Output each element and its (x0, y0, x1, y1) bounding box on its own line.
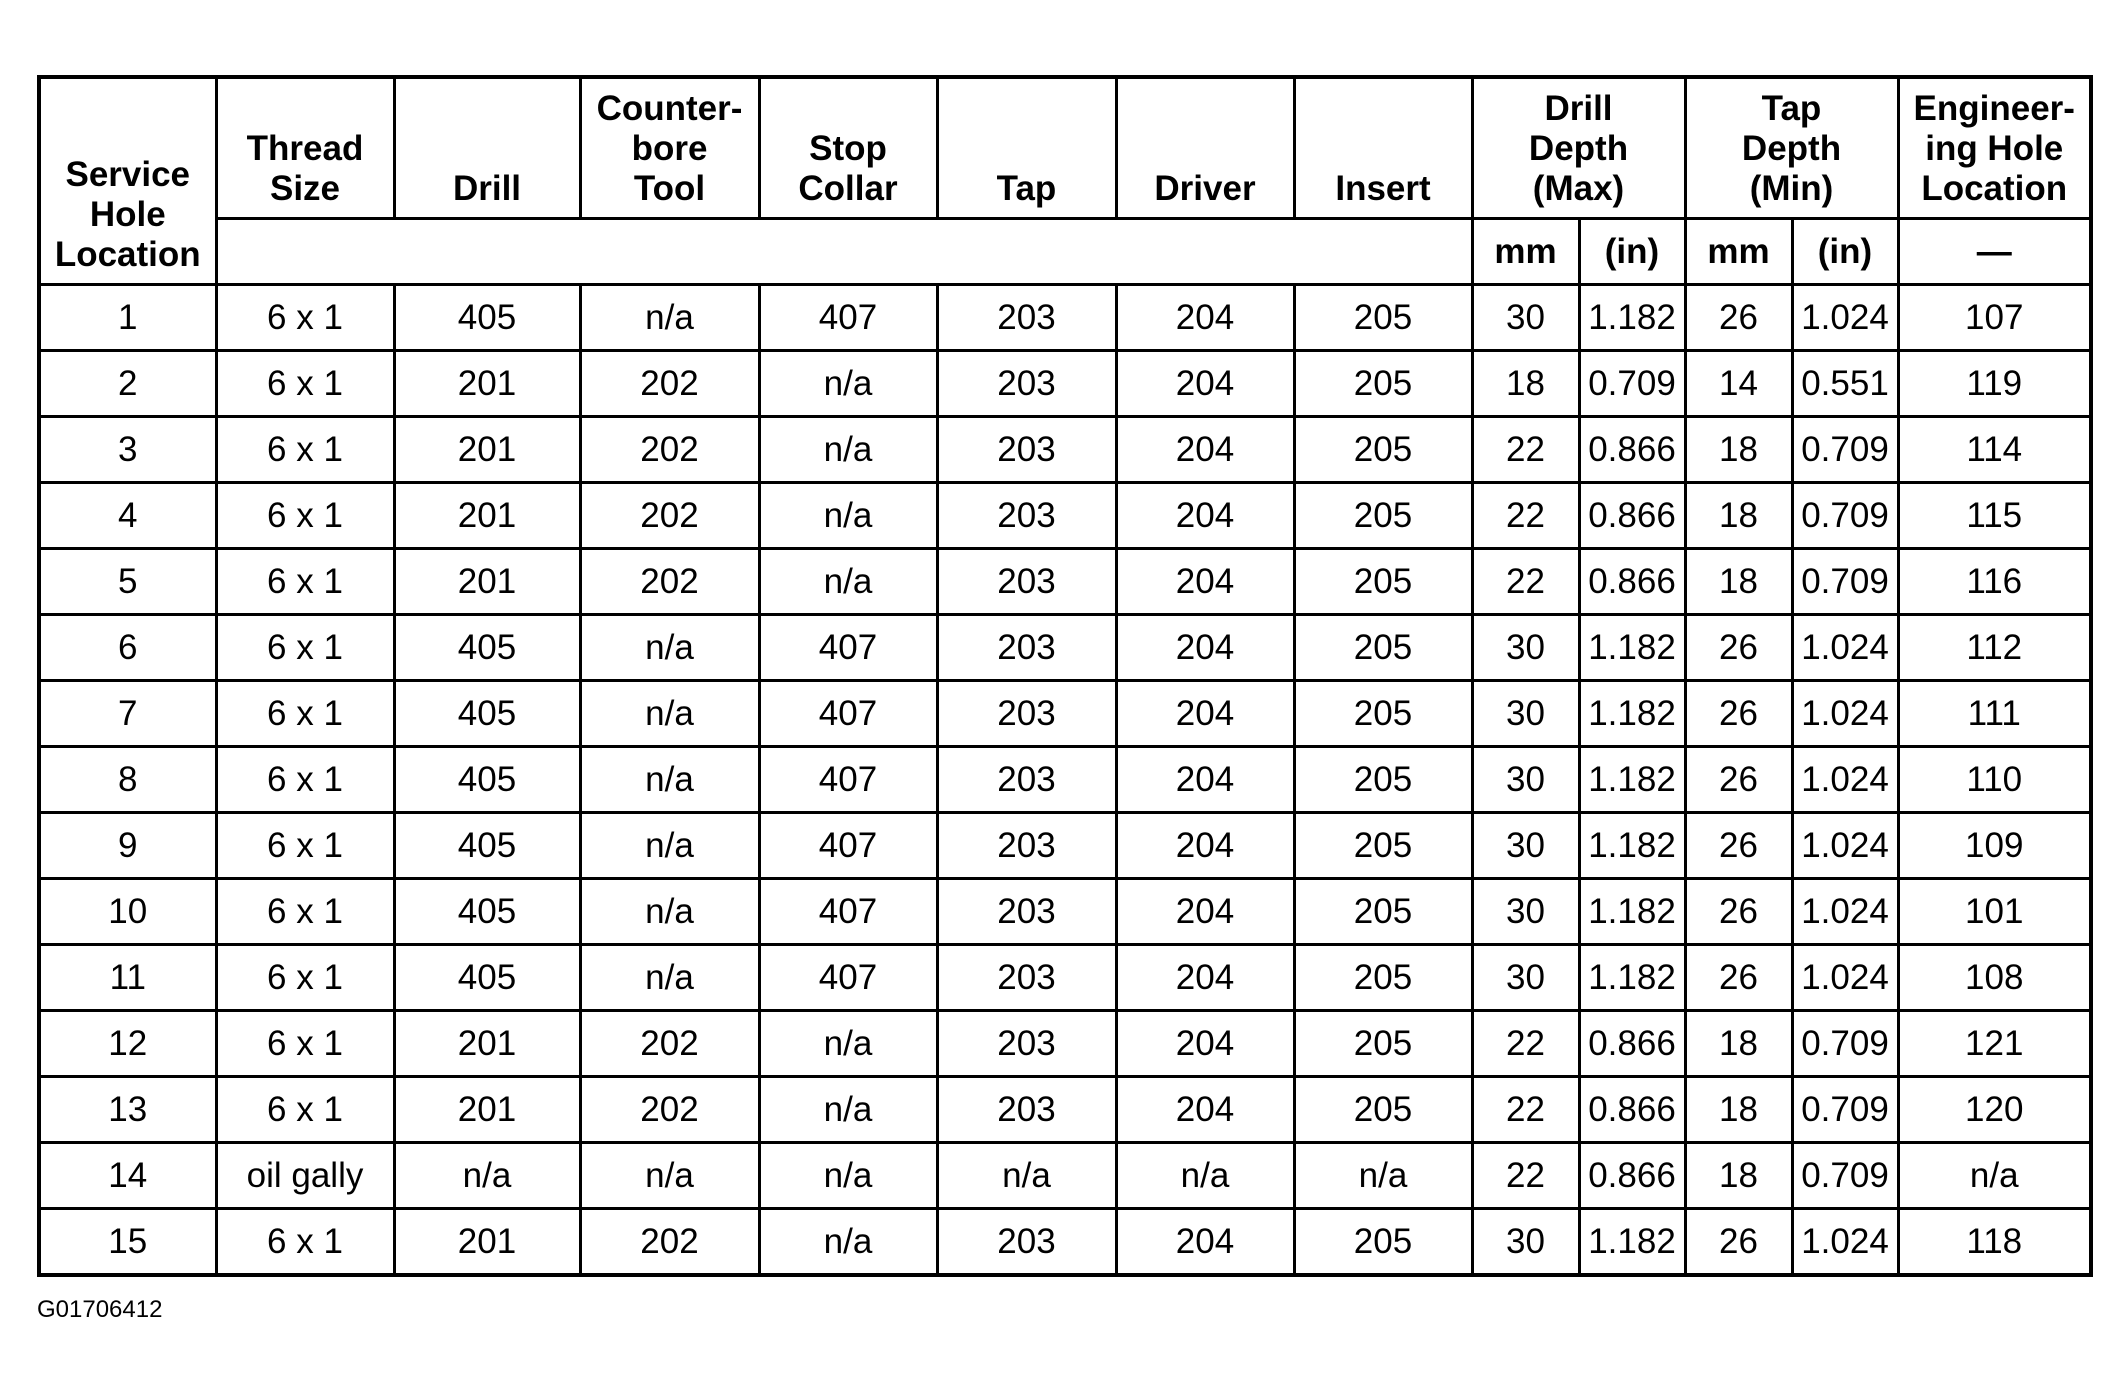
cell-drill-depth-in: 1.182 (1579, 813, 1685, 879)
cell-tap: 203 (937, 681, 1116, 747)
cell-tap-depth-mm: 26 (1685, 879, 1792, 945)
cell-engineering-hole-location: 121 (1898, 1011, 2091, 1077)
cell-insert: 205 (1294, 747, 1472, 813)
cell-tap-depth-in: 0.709 (1792, 1143, 1898, 1209)
cell-stop-collar: n/a (759, 1143, 937, 1209)
cell-counterbore-tool: n/a (580, 1143, 759, 1209)
cell-tap: 203 (937, 945, 1116, 1011)
cell-driver: 204 (1116, 747, 1294, 813)
cell-stop-collar: 407 (759, 681, 937, 747)
cell-service-hole-location: 3 (39, 417, 216, 483)
cell-tap: 203 (937, 615, 1116, 681)
cell-drill-depth-in: 1.182 (1579, 681, 1685, 747)
cell-drill-depth-in: 1.182 (1579, 747, 1685, 813)
cell-insert: 205 (1294, 681, 1472, 747)
cell-thread-size: oil gally (216, 1143, 394, 1209)
cell-tap: 203 (937, 549, 1116, 615)
cell-driver: 204 (1116, 813, 1294, 879)
table-row (39, 681, 2091, 747)
header-line: Tap (1761, 89, 1822, 128)
cell-drill: 201 (394, 549, 580, 615)
cell-drill: 405 (394, 285, 580, 351)
service-hole-table (37, 75, 2093, 1277)
cell-counterbore-tool: 202 (580, 549, 759, 615)
cell-counterbore-tool: 202 (580, 417, 759, 483)
table-row (39, 483, 2091, 549)
cell-tap-depth-mm: 18 (1685, 1143, 1792, 1209)
cell-service-hole-location: 11 (39, 945, 216, 1011)
cell-service-hole-location: 15 (39, 1209, 216, 1276)
cell-thread-size: 6 x 1 (216, 549, 394, 615)
cell-driver: 204 (1116, 1077, 1294, 1143)
cell-tap: 203 (937, 417, 1116, 483)
cell-tap: 203 (937, 879, 1116, 945)
header-thread-size (216, 77, 394, 219)
cell-insert: 205 (1294, 879, 1472, 945)
cell-driver: 204 (1116, 879, 1294, 945)
cell-driver: 204 (1116, 285, 1294, 351)
cell-insert: 205 (1294, 285, 1472, 351)
cell-drill-depth-in: 0.866 (1579, 549, 1685, 615)
header-line: Location (1921, 169, 2068, 208)
cell-tap-depth-mm: 26 (1685, 285, 1792, 351)
header-line: (Max) (1532, 169, 1625, 208)
cell-insert: 205 (1294, 417, 1472, 483)
cell-tap-depth-mm: 14 (1685, 351, 1792, 417)
cell-engineering-hole-location: 111 (1898, 681, 2091, 747)
cell-thread-size: 6 x 1 (216, 747, 394, 813)
cell-engineering-hole-location: 109 (1898, 813, 2091, 879)
cell-thread-size: 6 x 1 (216, 351, 394, 417)
table-row (39, 351, 2091, 417)
table-row (39, 747, 2091, 813)
cell-engineering-hole-location: 114 (1898, 417, 2091, 483)
header-line: Service (65, 155, 191, 194)
cell-counterbore-tool: n/a (580, 615, 759, 681)
cell-driver: 204 (1116, 417, 1294, 483)
cell-insert: 205 (1294, 1011, 1472, 1077)
header-row (39, 77, 2091, 219)
cell-driver: 204 (1116, 351, 1294, 417)
cell-counterbore-tool: 202 (580, 483, 759, 549)
cell-driver: 204 (1116, 483, 1294, 549)
cell-service-hole-location: 12 (39, 1011, 216, 1077)
cell-service-hole-location: 13 (39, 1077, 216, 1143)
header-line: Driver (1154, 169, 1256, 208)
table-row (39, 285, 2091, 351)
cell-service-hole-location: 6 (39, 615, 216, 681)
cell-thread-size: 6 x 1 (216, 615, 394, 681)
cell-drill: 201 (394, 483, 580, 549)
cell-thread-size: 6 x 1 (216, 945, 394, 1011)
cell-thread-size: 6 x 1 (216, 813, 394, 879)
cell-drill-depth-mm: 18 (1472, 351, 1579, 417)
table-row (39, 615, 2091, 681)
cell-drill-depth-in: 0.866 (1579, 483, 1685, 549)
table-row (39, 549, 2091, 615)
table-row (39, 1143, 2091, 1209)
cell-service-hole-location: 4 (39, 483, 216, 549)
cell-counterbore-tool: 202 (580, 1077, 759, 1143)
cell-counterbore-tool: n/a (580, 879, 759, 945)
cell-engineering-hole-location: 120 (1898, 1077, 2091, 1143)
cell-tap-depth-mm: 18 (1685, 1077, 1792, 1143)
unit-drill-mm: mm (1472, 219, 1579, 285)
unit-engineering-dash: — (1898, 219, 2091, 285)
cell-drill: 201 (394, 1077, 580, 1143)
cell-stop-collar: 407 (759, 285, 937, 351)
header-line: Tool (633, 169, 706, 208)
cell-drill-depth-mm: 30 (1472, 879, 1579, 945)
cell-counterbore-tool: n/a (580, 681, 759, 747)
cell-stop-collar: n/a (759, 549, 937, 615)
cell-insert: 205 (1294, 483, 1472, 549)
header-line: bore (631, 129, 708, 168)
cell-tap-depth-in: 0.709 (1792, 1077, 1898, 1143)
cell-counterbore-tool: 202 (580, 1011, 759, 1077)
cell-tap-depth-in: 0.709 (1792, 549, 1898, 615)
cell-tap: 203 (937, 285, 1116, 351)
cell-tap-depth-in: 1.024 (1792, 813, 1898, 879)
cell-drill-depth-in: 0.866 (1579, 417, 1685, 483)
cell-stop-collar: 407 (759, 945, 937, 1011)
cell-driver: 204 (1116, 681, 1294, 747)
cell-counterbore-tool: 202 (580, 1209, 759, 1276)
cell-driver: 204 (1116, 549, 1294, 615)
cell-service-hole-location: 1 (39, 285, 216, 351)
cell-drill-depth-mm: 30 (1472, 681, 1579, 747)
header-line: Stop (809, 129, 887, 168)
cell-drill-depth-in: 1.182 (1579, 1209, 1685, 1276)
cell-service-hole-location: 8 (39, 747, 216, 813)
cell-service-hole-location: 14 (39, 1143, 216, 1209)
cell-stop-collar: n/a (759, 483, 937, 549)
cell-drill-depth-in: 1.182 (1579, 879, 1685, 945)
cell-engineering-hole-location: 107 (1898, 285, 2091, 351)
cell-drill: 405 (394, 813, 580, 879)
cell-drill-depth-in: 1.182 (1579, 945, 1685, 1011)
header-line: Drill (1544, 89, 1613, 128)
cell-drill-depth-mm: 30 (1472, 615, 1579, 681)
cell-tap-depth-in: 0.709 (1792, 483, 1898, 549)
figure-id: G01706412 (37, 1296, 163, 1323)
header-driver (1116, 77, 1294, 219)
cell-drill-depth-mm: 30 (1472, 285, 1579, 351)
header-line: Depth (1528, 129, 1629, 168)
header-line: Engineer- (1913, 89, 2075, 128)
table-row (39, 1077, 2091, 1143)
cell-engineering-hole-location: 115 (1898, 483, 2091, 549)
cell-drill: 405 (394, 747, 580, 813)
header-line: Hole (89, 195, 166, 234)
cell-thread-size: 6 x 1 (216, 285, 394, 351)
cell-drill-depth-in: 0.709 (1579, 351, 1685, 417)
cell-counterbore-tool: 202 (580, 351, 759, 417)
cell-stop-collar: 407 (759, 879, 937, 945)
cell-drill-depth-in: 0.866 (1579, 1143, 1685, 1209)
units-blank-cell (216, 219, 1472, 285)
cell-insert: 205 (1294, 351, 1472, 417)
header-tap (937, 77, 1116, 219)
cell-driver: 204 (1116, 615, 1294, 681)
header-line: Location (54, 235, 201, 274)
cell-tap-depth-mm: 18 (1685, 1011, 1792, 1077)
cell-drill: 201 (394, 351, 580, 417)
cell-insert: 205 (1294, 615, 1472, 681)
cell-drill-depth-mm: 30 (1472, 747, 1579, 813)
cell-engineering-hole-location: 119 (1898, 351, 2091, 417)
cell-stop-collar: n/a (759, 1209, 937, 1276)
cell-tap-depth-in: 1.024 (1792, 681, 1898, 747)
table-body (39, 285, 2091, 1276)
cell-service-hole-location: 2 (39, 351, 216, 417)
cell-drill-depth-in: 0.866 (1579, 1011, 1685, 1077)
cell-counterbore-tool: n/a (580, 945, 759, 1011)
cell-drill: 405 (394, 615, 580, 681)
cell-counterbore-tool: n/a (580, 747, 759, 813)
cell-drill-depth-mm: 22 (1472, 417, 1579, 483)
table-row (39, 879, 2091, 945)
cell-tap-depth-in: 0.709 (1792, 1011, 1898, 1077)
cell-insert: 205 (1294, 1077, 1472, 1143)
cell-tap: 203 (937, 747, 1116, 813)
unit-drill-in: (in) (1579, 219, 1685, 285)
cell-drill: n/a (394, 1143, 580, 1209)
header-drill (394, 77, 580, 219)
cell-thread-size: 6 x 1 (216, 879, 394, 945)
cell-drill: 201 (394, 1209, 580, 1276)
cell-drill: 405 (394, 945, 580, 1011)
header-line: Counter- (596, 89, 743, 128)
cell-tap-depth-mm: 26 (1685, 945, 1792, 1011)
cell-tap: n/a (937, 1143, 1116, 1209)
header-line: Thread (246, 129, 364, 168)
cell-thread-size: 6 x 1 (216, 1077, 394, 1143)
table-row (39, 813, 2091, 879)
cell-tap-depth-mm: 26 (1685, 747, 1792, 813)
header-service-hole-location (39, 77, 216, 285)
cell-engineering-hole-location: 112 (1898, 615, 2091, 681)
cell-counterbore-tool: n/a (580, 285, 759, 351)
cell-engineering-hole-location: 118 (1898, 1209, 2091, 1276)
cell-drill-depth-mm: 22 (1472, 1077, 1579, 1143)
cell-service-hole-location: 5 (39, 549, 216, 615)
cell-tap-depth-in: 1.024 (1792, 747, 1898, 813)
cell-service-hole-location: 7 (39, 681, 216, 747)
cell-stop-collar: 407 (759, 747, 937, 813)
cell-drill: 405 (394, 681, 580, 747)
cell-tap: 203 (937, 483, 1116, 549)
specification-sheet (37, 75, 2089, 1277)
cell-engineering-hole-location: 116 (1898, 549, 2091, 615)
cell-tap-depth-in: 1.024 (1792, 945, 1898, 1011)
cell-tap-depth-mm: 26 (1685, 1209, 1792, 1276)
cell-tap-depth-in: 0.709 (1792, 417, 1898, 483)
cell-tap-depth-mm: 26 (1685, 813, 1792, 879)
cell-drill: 201 (394, 1011, 580, 1077)
cell-drill: 405 (394, 879, 580, 945)
unit-tap-mm: mm (1685, 219, 1792, 285)
header-line: Depth (1741, 129, 1842, 168)
cell-tap: 203 (937, 1209, 1116, 1276)
cell-insert: 205 (1294, 813, 1472, 879)
cell-tap-depth-mm: 26 (1685, 615, 1792, 681)
cell-tap-depth-in: 0.551 (1792, 351, 1898, 417)
header-counterbore-tool (580, 77, 759, 219)
cell-tap-depth-mm: 18 (1685, 483, 1792, 549)
cell-engineering-hole-location: 110 (1898, 747, 2091, 813)
cell-drill-depth-mm: 30 (1472, 1209, 1579, 1276)
cell-tap: 203 (937, 1077, 1116, 1143)
cell-stop-collar: n/a (759, 1077, 937, 1143)
table-row (39, 945, 2091, 1011)
header-line: Size (269, 169, 341, 208)
cell-tap: 203 (937, 813, 1116, 879)
cell-drill-depth-mm: 22 (1472, 549, 1579, 615)
cell-insert: n/a (1294, 1143, 1472, 1209)
header-insert (1294, 77, 1472, 219)
header-tap-depth (1685, 77, 1898, 219)
cell-service-hole-location: 10 (39, 879, 216, 945)
cell-drill-depth-in: 1.182 (1579, 615, 1685, 681)
cell-tap-depth-mm: 18 (1685, 549, 1792, 615)
cell-insert: 205 (1294, 549, 1472, 615)
cell-stop-collar: n/a (759, 417, 937, 483)
cell-thread-size: 6 x 1 (216, 681, 394, 747)
cell-tap: 203 (937, 351, 1116, 417)
table-row (39, 1209, 2091, 1276)
cell-driver: 204 (1116, 945, 1294, 1011)
cell-thread-size: 6 x 1 (216, 1011, 394, 1077)
cell-engineering-hole-location: n/a (1898, 1143, 2091, 1209)
cell-tap-depth-in: 1.024 (1792, 879, 1898, 945)
cell-tap: 203 (937, 1011, 1116, 1077)
cell-service-hole-location: 9 (39, 813, 216, 879)
cell-engineering-hole-location: 108 (1898, 945, 2091, 1011)
cell-insert: 205 (1294, 1209, 1472, 1276)
cell-counterbore-tool: n/a (580, 813, 759, 879)
cell-tap-depth-in: 1.024 (1792, 285, 1898, 351)
header-line: Insert (1335, 169, 1431, 208)
header-engineering-hole-location (1898, 77, 2091, 219)
header-stop-collar (759, 77, 937, 219)
cell-stop-collar: 407 (759, 615, 937, 681)
cell-tap-depth-in: 1.024 (1792, 1209, 1898, 1276)
cell-tap-depth-in: 1.024 (1792, 615, 1898, 681)
cell-driver: 204 (1116, 1209, 1294, 1276)
cell-drill-depth-in: 1.182 (1579, 285, 1685, 351)
unit-tap-in: (in) (1792, 219, 1898, 285)
table-row (39, 1011, 2091, 1077)
cell-thread-size: 6 x 1 (216, 483, 394, 549)
header-line: Drill (452, 169, 522, 208)
cell-drill-depth-mm: 22 (1472, 483, 1579, 549)
units-row (39, 219, 2091, 285)
cell-drill-depth-mm: 30 (1472, 813, 1579, 879)
cell-thread-size: 6 x 1 (216, 417, 394, 483)
cell-drill-depth-in: 0.866 (1579, 1077, 1685, 1143)
cell-insert: 205 (1294, 945, 1472, 1011)
table-row (39, 417, 2091, 483)
header-line: Collar (798, 169, 898, 208)
cell-drill-depth-mm: 22 (1472, 1011, 1579, 1077)
cell-driver: 204 (1116, 1011, 1294, 1077)
header-line: ing Hole (1925, 129, 2064, 168)
cell-drill-depth-mm: 30 (1472, 945, 1579, 1011)
cell-stop-collar: 407 (759, 813, 937, 879)
cell-tap-depth-mm: 26 (1685, 681, 1792, 747)
cell-driver: n/a (1116, 1143, 1294, 1209)
header-line: (Min) (1749, 169, 1834, 208)
cell-stop-collar: n/a (759, 351, 937, 417)
header-line: Tap (996, 169, 1057, 208)
cell-tap-depth-mm: 18 (1685, 417, 1792, 483)
header-drill-depth (1472, 77, 1685, 219)
cell-drill: 201 (394, 417, 580, 483)
cell-stop-collar: n/a (759, 1011, 937, 1077)
cell-drill-depth-mm: 22 (1472, 1143, 1579, 1209)
cell-thread-size: 6 x 1 (216, 1209, 394, 1276)
cell-engineering-hole-location: 101 (1898, 879, 2091, 945)
